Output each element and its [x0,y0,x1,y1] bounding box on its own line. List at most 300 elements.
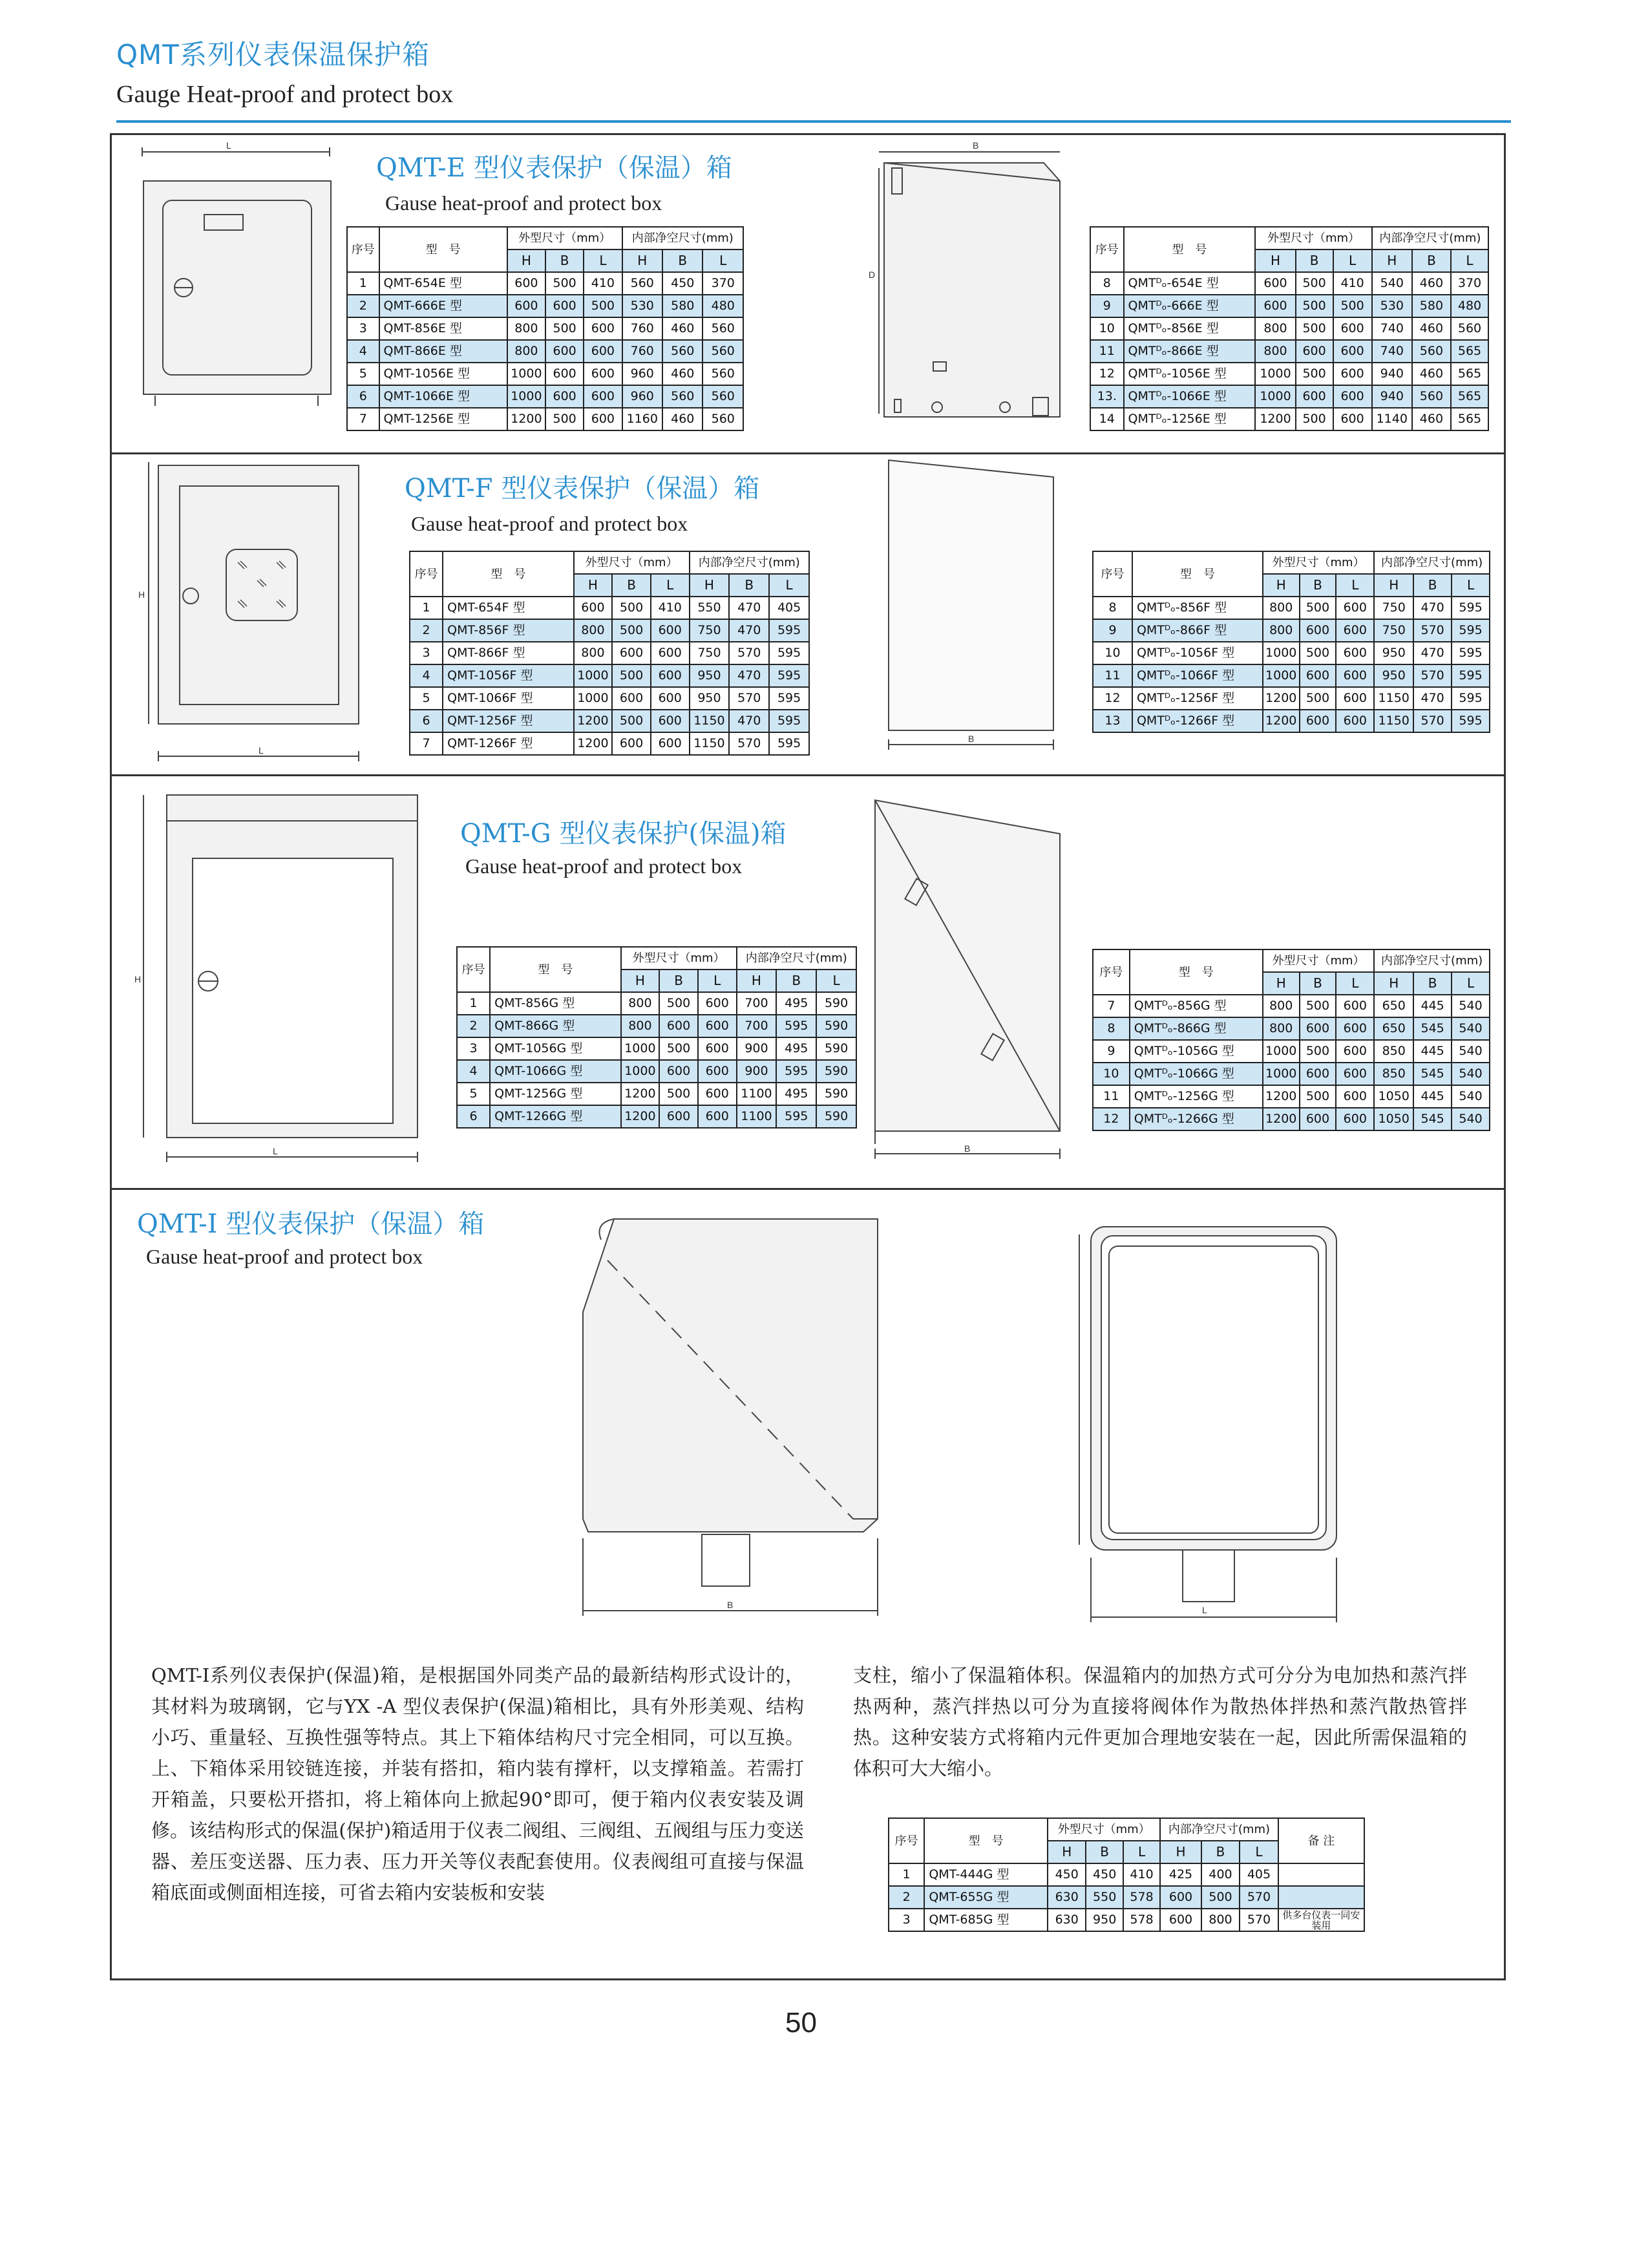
table-cell: 600 [584,408,622,430]
table-cell: 950 [1374,642,1413,664]
table-cell: 445 [1413,995,1452,1017]
qmt-g-front-drawing [129,789,427,1170]
table-row [1090,340,1488,363]
table-header-cell: 内部净空尺寸(mm) [1160,1818,1278,1841]
table-cell: 750 [1374,619,1413,642]
table-cell: 10 [1093,1063,1130,1085]
table-header-cell: H [1255,249,1295,272]
table-cell: 600 [1333,385,1372,408]
table-cell: 1160 [622,408,662,430]
table-cell: 560 [622,272,662,295]
table-cell: 800 [1255,317,1295,340]
table-cell: 450 [1086,1863,1123,1886]
dim-b-label: B [727,1600,734,1610]
col-inner: 内部净空尺寸(mm) [1372,227,1488,249]
table-cell: 540 [1452,1063,1490,1085]
table-row [1093,995,1490,1017]
table-cell: 600 [698,1037,737,1060]
table-row [457,1015,856,1037]
table-cell: 595 [769,687,809,710]
model-cell: QMTᴰₒ-1056E 型 [1124,363,1256,385]
table-cell: 600 [651,687,690,710]
table-cell: 595 [1452,642,1490,664]
table-row [889,1863,1364,1886]
table-cell: 600 [507,272,545,295]
table-row [1093,619,1490,642]
table-cell: 3 [347,317,379,340]
model-cell: QMTᴰₒ-856F 型 [1132,597,1263,619]
table-cell: 1000 [574,687,613,710]
table-cell: 1050 [1374,1108,1413,1130]
table-row [347,340,743,363]
table-cell: 545 [1413,1108,1452,1130]
table-header-cell: B [1300,972,1336,995]
table-cell: 4 [347,340,379,363]
table-cell: 500 [1300,1040,1336,1063]
table-row [347,408,743,430]
model-cell: QMT-856G 型 [490,992,620,1015]
table-cell: 410 [584,272,622,295]
table-cell: 578 [1123,1909,1160,1931]
table-cell: 900 [737,1037,777,1060]
page-title-en: Gauge Heat-proof and protect box [116,81,454,108]
table-cell: 600 [1160,1886,1201,1909]
table-cell: 460 [1412,408,1451,430]
table-cell: 495 [776,1083,816,1105]
section-e-subtitle: Gause heat-proof and protect box [385,191,662,215]
table-row [410,597,809,619]
table-cell: 500 [612,710,651,732]
table-row [457,1060,856,1083]
table-cell: 1200 [1263,687,1300,710]
table-cell: 500 [545,272,584,295]
table-cell: 800 [507,340,545,363]
table-cell: 500 [659,992,698,1015]
model-cell: QMTᴰₒ-1266F 型 [1132,710,1263,732]
model-cell: QMT-1056F 型 [443,664,573,687]
table-cell: 740 [1372,340,1412,363]
table-cell: 370 [1451,272,1488,295]
table-cell: 565 [1451,363,1488,385]
table-header-cell: 型 号 [490,947,620,992]
model-cell: QMTᴰₒ-666E 型 [1124,295,1256,317]
dim-l-label: L [259,745,264,756]
table-cell: 3 [457,1037,490,1060]
table-cell: 550 [1086,1886,1123,1909]
table-header-cell: L [769,574,809,597]
table-cell: 12 [1093,1108,1130,1130]
table-cell: 460 [662,408,703,430]
model-cell: QMTᴰₒ-856E 型 [1124,317,1256,340]
section-e-title: QMT-E 型仪表保护（保温）箱 [376,153,732,183]
table-cell: 370 [703,272,743,295]
table-cell: 570 [729,642,769,664]
qmt-e-side-drawing [866,142,1073,427]
table-cell: 480 [1451,295,1488,317]
table-cell: 600 [574,597,613,619]
qmt-i-side-drawing [569,1215,879,1629]
table-cell: 595 [769,664,809,687]
table-row [347,317,743,340]
table-cell: 560 [1412,385,1451,408]
table-cell: 600 [1300,1063,1336,1085]
table-row [410,732,809,755]
table-header-cell: 型 号 [443,551,573,597]
page-title-cn: QMT系列仪表保温保护箱 [116,39,430,70]
table-cell: 570 [1413,619,1452,642]
table-cell: 600 [1336,1108,1374,1130]
table-cell: 500 [612,619,651,642]
table-cell: 700 [737,992,777,1015]
table-cell: 2 [457,1015,490,1037]
table-cell: 590 [816,1060,856,1083]
table-cell: 650 [1374,995,1413,1017]
table-cell: 1100 [737,1083,777,1105]
table-cell: 7 [410,732,443,755]
table-cell: 460 [1412,317,1451,340]
table-cell: 600 [1300,710,1336,732]
table-cell: 740 [1372,317,1412,340]
table-header-cell: H [1263,972,1300,995]
table-cell: 410 [1333,272,1372,295]
table-cell: 600 [612,732,651,755]
table-header-cell: H [1372,249,1412,272]
table-cell: 560 [703,363,743,385]
table-cell: 460 [1412,272,1451,295]
table-cell: 500 [584,295,622,317]
table-cell: 600 [545,385,584,408]
table-cell: 500 [1201,1886,1240,1909]
table-cell: 630 [1048,1886,1086,1909]
table-cell: 1050 [1374,1085,1413,1108]
col-model: 型 号 [379,227,507,272]
table-cell: 9 [1090,295,1124,317]
table-cell: 3 [889,1909,924,1931]
table-cell: 600 [1300,619,1336,642]
table-cell: 595 [1452,664,1490,687]
table-row [1093,1063,1490,1085]
table-row [347,272,743,295]
description-paragraph-right: 支柱，缩小了保温箱体积。保温箱内的加热方式可分分为电加热和蒸汽拌热两种，蒸汽拌热以可分为直接将阀体作为散热体拌热和蒸汽散热管拌热。这种安装方式将箱内元件更加合理地安装在一起，因此所需保温箱的体积可大大缩小。 [853,1664,1467,1779]
table-cell: 3 [410,642,443,664]
table-header-cell: B [1296,249,1333,272]
table-cell: 500 [1300,642,1336,664]
table-cell: 8 [1093,597,1132,619]
table-cell: 1000 [621,1037,660,1060]
table-header-cell: H [1263,574,1300,597]
table-cell: 540 [1452,995,1490,1017]
model-cell: QMTᴰₒ-1056G 型 [1130,1040,1263,1063]
table-cell: 11 [1093,1085,1130,1108]
table-cell: 545 [1413,1063,1452,1085]
table-cell: 800 [1263,1017,1300,1040]
table-header-cell: 外型尺寸（mm） [1263,949,1374,972]
dim-b-label: B [973,140,979,151]
page-number: 50 [785,2007,817,2039]
description-paragraph-left: QMT-I系列仪表保护(保温)箱，是根据国外同类产品的最新结构形式设计的，其材料为玻璃钢，它与YX -A 型仪表保护(保温)箱相比，具有外形美观、结构小巧、重量轻、互换性强等特点。其上下箱体结构尺寸完全相同，可以互换。上、下箱体采用铰链连接，并装有搭扣，箱内装有撑杆，以支撑箱盖。若需打开箱盖，只要松开搭扣，将上箱体向上掀起90°即可，便于箱内仪表安装及调修。该结构形式的保温(保护)箱适用于仪表二阀组、三阀组、五阀组与压力变送器、差压变送器、压力表、压力开关等仪表配套使用。仪表阀组可直接与保温箱底面或侧面相连接，可省去箱内安装板和安装 [151,1664,804,1903]
table-cell: 600 [1336,597,1374,619]
table-cell: 560 [703,385,743,408]
table-cell: 595 [1452,597,1490,619]
table-header-cell: 外型尺寸（mm） [1048,1818,1160,1841]
table-cell: 600 [1336,664,1374,687]
model-cell: QMTᴰₒ-1266G 型 [1130,1108,1263,1130]
model-cell: QMTᴰₒ-1066E 型 [1124,385,1256,408]
table-row [1090,385,1488,408]
table-cell: 13 [1093,710,1132,732]
table-cell: 1200 [507,408,545,430]
section-g-subtitle: Gause heat-proof and protect box [465,854,743,878]
table-cell: 600 [1336,1063,1374,1085]
table-cell: 600 [584,340,622,363]
table-cell: 460 [662,363,703,385]
table-cell: 595 [776,1105,816,1128]
table-cell: 500 [1300,1085,1336,1108]
table-cell: 850 [1374,1063,1413,1085]
table-header-cell: B [1086,1841,1123,1863]
table-header-cell: 序号 [410,551,443,597]
dim-b-label: B [968,734,975,744]
model-cell: QMT-1066E 型 [379,385,507,408]
model-cell: QMT-1266G 型 [490,1105,620,1128]
table-cell: 1150 [690,732,730,755]
table-cell: 5 [347,363,379,385]
table-header-cell: B [1413,972,1452,995]
table-cell: 600 [698,1060,737,1083]
table-row [347,363,743,385]
table-header-cell: 序号 [1093,949,1130,995]
table-cell: 1000 [507,363,545,385]
table-cell: 560 [1451,317,1488,340]
table-cell: 470 [729,619,769,642]
table-cell: 540 [1452,1108,1490,1130]
table-cell: 500 [545,317,584,340]
table-header-cell: H [1374,972,1413,995]
table-cell: 600 [1160,1909,1201,1931]
table-row [1090,363,1488,385]
model-cell: QMTᴰₒ-866E 型 [1124,340,1256,363]
table-cell: 570 [1413,710,1452,732]
table-cell: 560 [703,317,743,340]
table-cell: 600 [545,363,584,385]
dim-h-label: H [134,974,142,984]
qmt-f-front-drawing [129,452,375,763]
table-row [1090,272,1488,295]
table-cell: 560 [1412,340,1451,363]
table-cell: 800 [1263,597,1300,619]
table-cell: 1200 [1263,710,1300,732]
qmt-e-front-drawing [129,142,343,414]
model-cell: QMT-1056G 型 [490,1037,620,1060]
table-cell: 13. [1090,385,1124,408]
table-cell: 600 [1336,642,1374,664]
header-rule [116,120,1511,123]
table-cell: 578 [1123,1886,1160,1909]
table-header-cell: 型 号 [924,1818,1048,1863]
table-header-cell: H [690,574,730,597]
table-row [1093,642,1490,664]
table-cell: 600 [1300,1108,1336,1130]
table-cell: 1150 [1374,687,1413,710]
table-cell: 600 [1336,687,1374,710]
table-cell: 供多台仪表一同安装用 [1278,1909,1364,1931]
table-cell: 560 [662,385,703,408]
table-cell: 750 [690,642,730,664]
table-header-cell: 序号 [457,947,490,992]
table-cell: 590 [816,1037,856,1060]
table-cell: 590 [816,1015,856,1037]
table-cell: 850 [1374,1040,1413,1063]
table-row [457,1037,856,1060]
table-cell: 550 [690,597,730,619]
table-cell: 500 [1296,272,1333,295]
table-header-cell: 备 注 [1278,1818,1364,1863]
table-row [410,710,809,732]
qmt-f-table-right [1092,551,1490,733]
table-cell: 600 [584,317,622,340]
table-row [1093,1085,1490,1108]
table-header-cell: L [703,249,743,272]
table-header-cell: B [545,249,584,272]
table-header-cell: L [816,970,856,992]
table-header-cell: H [622,249,662,272]
qmt-g-side-drawing [866,795,1073,1163]
table-row [347,295,743,317]
table-header-cell: H [1374,574,1413,597]
table-cell: 950 [1374,664,1413,687]
table-row [1093,597,1490,619]
table-header-cell: B [659,970,698,992]
table-header-cell: L [1123,1841,1160,1863]
table-cell: 540 [1452,1017,1490,1040]
table-cell: 580 [662,295,703,317]
table-cell: 560 [662,340,703,363]
table-cell: 4 [457,1060,490,1083]
table-cell: 1000 [1255,385,1295,408]
table-cell: 800 [574,619,613,642]
table-cell: 800 [621,1015,660,1037]
table-cell: 595 [1452,619,1490,642]
col-no: 序号 [347,227,379,272]
table-header-cell: 序号 [1093,551,1132,597]
table-cell: 600 [659,1105,698,1128]
table-cell: 800 [1263,995,1300,1017]
table-cell: 530 [1372,295,1412,317]
table-cell: 8 [1093,1017,1130,1040]
table-cell: 600 [698,992,737,1015]
table-header-cell: 型 号 [1130,949,1263,995]
qmt-e-table-right [1090,226,1489,431]
table-cell [1278,1863,1364,1886]
table-cell: 760 [622,340,662,363]
table-cell: 1200 [574,710,613,732]
table-header-cell: H [507,249,545,272]
table-cell: 495 [776,992,816,1015]
table-cell: 2 [889,1886,924,1909]
table-row [1093,687,1490,710]
table-cell: 600 [584,385,622,408]
table-cell: 600 [1336,1085,1374,1108]
table-cell: 590 [816,1105,856,1128]
table-cell: 405 [769,597,809,619]
table-header-cell: 外型尺寸（mm） [621,947,737,970]
col-outer: 外型尺寸（mm） [1255,227,1371,249]
dim-l-label: L [226,140,231,151]
table-row [457,1083,856,1105]
table-cell: 450 [1048,1863,1086,1886]
table-cell: 800 [574,642,613,664]
table-header-cell: L [1333,249,1372,272]
model-cell: QMT-654F 型 [443,597,573,619]
table-row [410,642,809,664]
dim-h-label: H [138,589,145,600]
table-cell: 595 [1452,710,1490,732]
dim-b-label: B [964,1143,971,1154]
table-cell: 560 [703,408,743,430]
table-cell: 600 [545,295,584,317]
table-cell: 1150 [1374,710,1413,732]
table-cell: 1000 [1263,664,1300,687]
col-outer: 外型尺寸（mm） [507,227,622,249]
table-header-cell: H [1048,1841,1086,1863]
table-row [1093,664,1490,687]
table-cell: 1000 [1263,642,1300,664]
table-cell: 1000 [1263,1063,1300,1085]
table-header-cell: 内部净空尺寸(mm) [1374,551,1490,574]
table-cell: 940 [1372,363,1412,385]
table-cell: 570 [729,732,769,755]
table-cell: 500 [659,1037,698,1060]
model-cell: QMT-1066G 型 [490,1060,620,1083]
table-header-cell: L [1336,574,1374,597]
table-header-cell: 内部净空尺寸(mm) [690,551,809,574]
col-inner: 内部净空尺寸(mm) [622,227,743,249]
table-cell: 470 [729,597,769,619]
table-cell: 500 [1300,687,1336,710]
table-cell: 410 [651,597,690,619]
table-cell: 545 [1413,1017,1452,1040]
table-cell: 6 [347,385,379,408]
table-row [1090,295,1488,317]
section-i-subtitle: Gause heat-proof and protect box [146,1245,423,1268]
section-f-subtitle: Gause heat-proof and protect box [411,512,688,535]
table-cell: 1140 [1372,408,1412,430]
table-cell: 600 [651,732,690,755]
table-cell: 405 [1240,1863,1278,1886]
table-cell: 595 [769,732,809,755]
table-cell: 445 [1413,1085,1452,1108]
table-cell: 595 [776,1060,816,1083]
table-cell: 600 [651,642,690,664]
table-cell: 500 [612,597,651,619]
model-cell: QMT-856E 型 [379,317,507,340]
table-header-cell: 外型尺寸（mm） [574,551,690,574]
section-g-title: QMT-G 型仪表保护(保温)箱 [460,819,787,849]
dim-d-label: D [869,270,876,280]
table-cell: 900 [737,1060,777,1083]
table-cell: 500 [545,408,584,430]
table-cell: 410 [1123,1863,1160,1886]
table-cell: 1000 [574,664,613,687]
table-header-cell: L [651,574,690,597]
table-cell: 425 [1160,1863,1201,1886]
table-cell: 470 [1413,642,1452,664]
model-cell: QMTᴰₒ-856G 型 [1130,995,1263,1017]
table-cell: 760 [622,317,662,340]
table-cell: 1200 [1263,1108,1300,1130]
table-header-cell: B [612,574,651,597]
table-cell: 1150 [690,710,730,732]
